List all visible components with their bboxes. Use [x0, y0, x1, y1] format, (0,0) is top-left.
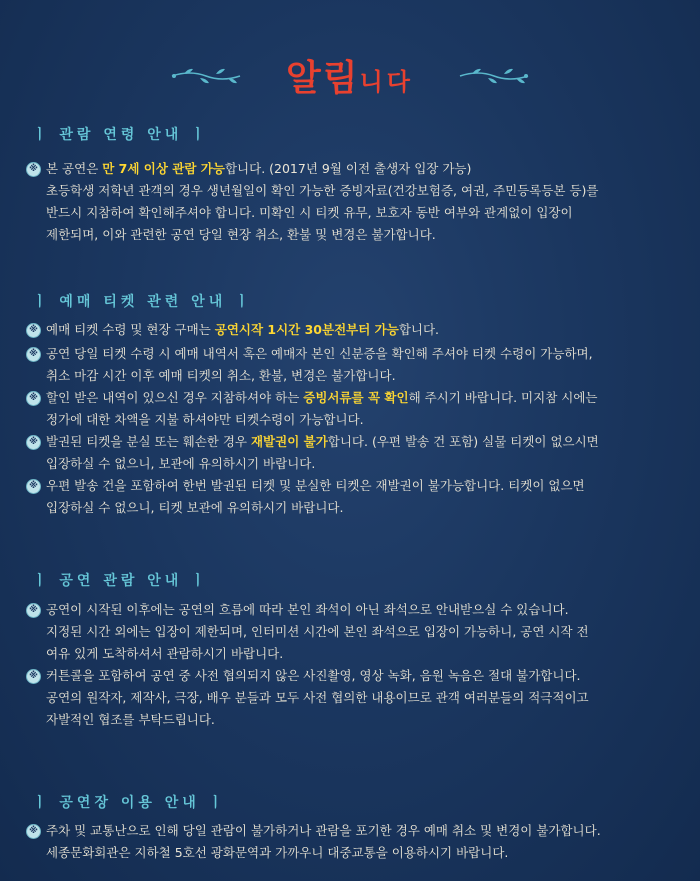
reference-mark-icon: ※: [26, 435, 41, 450]
notice-text: 여유 있게 도착하셔서 관람하시기 바랍니다.: [46, 646, 284, 661]
highlight-text: 공연시작 1시간 30분전부터 가능: [214, 322, 399, 337]
notice-text: 세종문화회관은 지하철 5호선 광화문역과 가까우니 대중교통을 이용하시기 바랍니다.: [46, 845, 509, 860]
notice-text: 합니다. (2017년 9월 이전 출생자 입장 가능): [224, 161, 472, 176]
reference-mark-icon: ※: [26, 603, 41, 618]
notice-text: 예매 티켓 수령 및 현장 구매는: [46, 322, 215, 337]
section-title-text: 공연장 이용 안내: [59, 795, 200, 811]
reference-mark-icon: ※: [26, 479, 41, 494]
title-bar-icon: ㅣ: [182, 573, 209, 589]
reference-mark-icon: ※: [26, 824, 41, 839]
notice-line: [46, 621, 589, 643]
notice-text: 자발적인 협조를 부탁드립니다.: [46, 712, 215, 727]
notice-line: [46, 158, 471, 180]
section-title: [33, 570, 209, 590]
reference-mark-icon: ※: [26, 391, 41, 406]
notice-text: 본 공연은: [46, 161, 103, 176]
reference-mark-icon: ※: [26, 669, 41, 684]
notice-text: 취소 마감 시간 이후 예매 티켓의 취소, 환불, 변경은 불가합니다.: [46, 368, 396, 383]
title-bar-icon: ㅣ: [199, 795, 227, 811]
title-main: 알림: [286, 58, 360, 99]
notice-line: [46, 599, 569, 621]
notice-line: [46, 453, 315, 475]
notice-line: [46, 497, 343, 519]
reference-mark-icon: ※: [26, 162, 41, 177]
title-bar-icon: ㅣ: [33, 573, 60, 589]
notice-line: [46, 820, 601, 842]
notice-line: [46, 409, 364, 431]
notice-line: [46, 180, 599, 202]
notice-text: 입장하실 수 없으니, 티켓 보관에 유의하시기 바랍니다.: [46, 500, 344, 515]
notice-line: [46, 365, 396, 387]
section-title-text: 관람 연령 안내: [59, 127, 183, 143]
reference-mark-icon: ※: [26, 323, 41, 338]
notice-line: [46, 224, 436, 246]
notice-text: 제한되며, 이와 관련한 공연 당일 현장 취소, 환불 및 변경은 불가합니다.: [46, 227, 436, 242]
title-bar-icon: ㅣ: [33, 127, 60, 143]
notice-text: 합니다. (우편 발송 건 포함) 실물 티켓이 없으시면: [327, 434, 599, 449]
notice-text: 공연의 원작자, 제작사, 극장, 배우 분들과 모두 사전 협의한 내용이므로 관객 여러분들의 적극적이고: [46, 690, 589, 705]
highlight-text: 증빙서류를 꼭 확인: [303, 390, 409, 405]
highlight-text: 만 7세 이상 관람 가능: [102, 161, 225, 176]
reference-mark-icon: ※: [26, 347, 41, 362]
notice-line: [46, 202, 573, 224]
notice-text: 합니다.: [398, 322, 440, 337]
notice-text: 주차 및 교통난으로 인해 당일 관람이 불가하거나 관람을 포기한 경우 예매 취소 및 변경이 불가합니다.: [46, 823, 601, 838]
section-title-text: 예매 티켓 관련 안내: [59, 294, 227, 310]
notice-line: [46, 387, 597, 409]
notice-line: [46, 431, 599, 453]
notice-line: [46, 643, 283, 665]
title-tail: 니다: [359, 68, 414, 96]
notice-line: [46, 842, 508, 864]
notice-text: 입장하실 수 없으니, 보관에 유의하시기 바랍니다.: [46, 456, 316, 471]
section-title: [33, 124, 209, 144]
notice-line: [46, 343, 593, 365]
section-title: [33, 792, 226, 812]
page-title: [0, 50, 700, 101]
title-bar-icon: ㅣ: [226, 294, 253, 310]
title-bar-icon: ㅣ: [182, 127, 209, 143]
notice-text: 지정된 시간 외에는 입장이 제한되며, 인터미션 시간에 본인 좌석으로 입장이 가능하니, 공연 시작 전: [46, 624, 589, 639]
highlight-text: 재발권이 불가: [250, 434, 328, 449]
notice-line: [46, 709, 215, 731]
notice-text: 커튼콜을 포함하여 공연 중 사전 협의되지 않은 사진촬영, 영상 녹화, 음원 녹음은 절대 불가합니다.: [46, 668, 581, 683]
notice-text: 해 주시기 바랍니다. 미지참 시에는: [408, 390, 598, 405]
notice-line: [46, 319, 439, 341]
section-title: [33, 291, 253, 311]
notice-text: 초등학생 저학년 관객의 경우 생년월일이 확인 가능한 증빙자료(건강보험증, 여권, 주민등록등본 등)를: [46, 183, 599, 198]
vine-ornament-icon: [458, 66, 530, 86]
notice-line: [46, 687, 589, 709]
notice-text: 반드시 지참하여 확인해주셔야 합니다. 미확인 시 티켓 유무, 보호자 동반 여부와 관계없이 입장이: [46, 205, 573, 220]
section-title-text: 공연 관람 안내: [59, 573, 183, 589]
notice-text: 우편 발송 건을 포함하여 한번 발권된 티켓 및 분실한 티켓은 재발권이 불가능합니다. 티켓이 없으면: [46, 478, 585, 493]
title-bar-icon: ㅣ: [33, 294, 60, 310]
notice-text: 공연이 시작된 이후에는 공연의 흐름에 따라 본인 좌석이 아닌 좌석으로 안내받으실 수 있습니다.: [46, 602, 569, 617]
notice-text: 정가에 대한 차액을 지불 하셔야만 티켓수령이 가능합니다.: [46, 412, 364, 427]
notice-text: 공연 당일 티켓 수령 시 예매 내역서 혹은 예매자 본인 신분증을 확인해 주셔야 티켓 수령이 가능하며,: [46, 346, 593, 361]
notice-line: [46, 665, 581, 687]
notice-text: 발권된 티켓을 분실 또는 훼손한 경우: [46, 434, 251, 449]
notice-line: [46, 475, 585, 497]
notice-text: 할인 받은 내역이 있으신 경우 지참하셔야 하는: [46, 390, 304, 405]
notice-header: [0, 40, 700, 110]
title-bar-icon: ㅣ: [33, 795, 60, 811]
